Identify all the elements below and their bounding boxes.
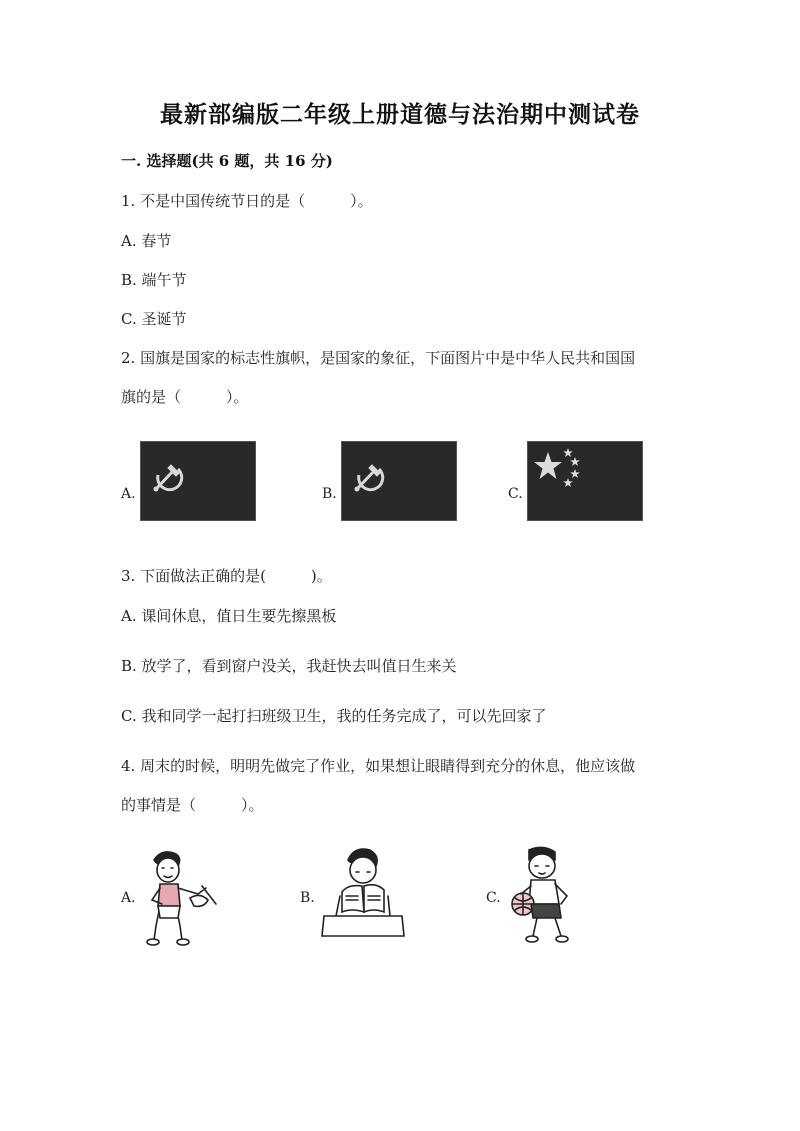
question-3-option-b[interactable]: B. 放学了，看到窗户没关，我赶快去叫值日生来关: [121, 657, 457, 675]
section-heading: 一. 选择题(共 6 题，共 16 分): [121, 152, 333, 170]
five-star-flag-icon[interactable]: [527, 441, 643, 521]
question-3-option-a[interactable]: A. 课间休息，值日生要先擦黑板: [121, 607, 337, 625]
question-2-stem-line2: 旗的是（ ）。: [121, 388, 249, 406]
boy-playing-basketball-icon[interactable]: [505, 846, 577, 950]
question-4-option-a-label[interactable]: A.: [121, 890, 136, 906]
party-flag-icon[interactable]: [140, 441, 256, 521]
party-flag-icon[interactable]: [341, 441, 457, 521]
question-4-stem-line1: 4. 周末的时候，明明先做完了作业，如果想让眼睛得到充分的休息，他应该做: [121, 757, 636, 775]
question-2-option-b-label[interactable]: B.: [322, 486, 337, 502]
question-1-option-c[interactable]: C. 圣诞节: [121, 310, 187, 328]
boy-reading-book-icon[interactable]: [318, 846, 408, 942]
question-2-option-a-label[interactable]: A.: [121, 486, 136, 502]
question-3-stem: 3. 下面做法正确的是( )。: [121, 567, 332, 585]
question-2-option-c-label[interactable]: C.: [508, 486, 523, 502]
question-1-stem: 1. 不是中国传统节日的是（ ）。: [121, 192, 373, 210]
question-1-option-b[interactable]: B. 端午节: [121, 271, 187, 289]
page-title: 最新部编版二年级上册道德与法治期中测试卷: [160, 101, 640, 128]
question-3-option-c[interactable]: C. 我和同学一起打扫班级卫生，我的任务完成了，可以先回家了: [121, 707, 547, 725]
question-1-option-a[interactable]: A. 春节: [121, 232, 172, 250]
question-4-option-c-label[interactable]: C.: [486, 890, 501, 906]
boy-playing-violin-icon[interactable]: [142, 848, 222, 952]
question-4-option-b-label[interactable]: B.: [300, 890, 315, 906]
question-4-stem-line2: 的事情是（ ）。: [121, 796, 264, 814]
question-2-stem-line1: 2. 国旗是国家的标志性旗帜，是国家的象征，下面图片中是中华人民共和国国: [121, 349, 636, 367]
